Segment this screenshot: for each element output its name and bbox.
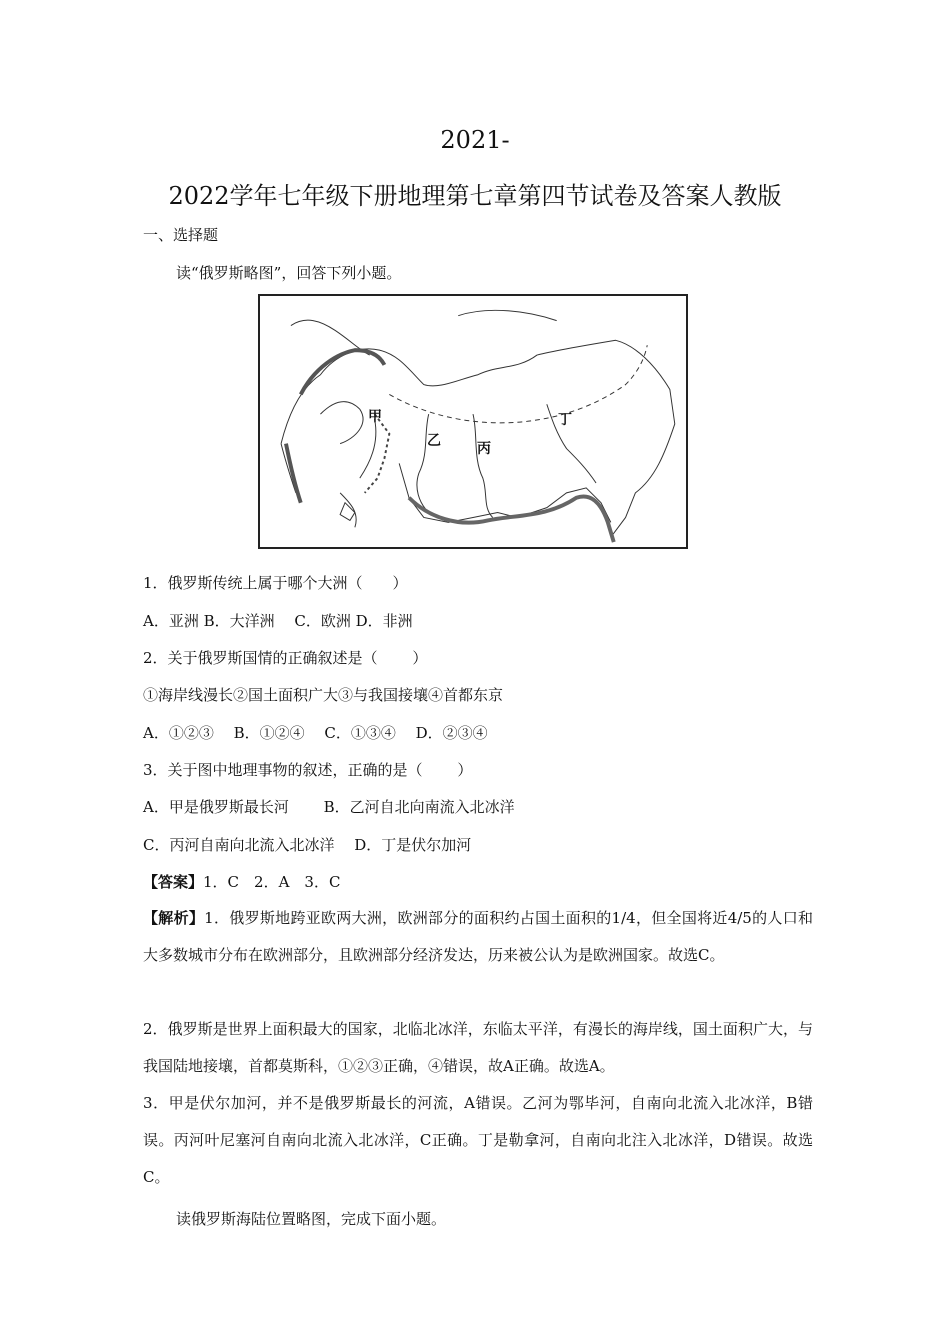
title-line-2: 2022学年七年级下册地理第七章第四节试卷及答案人教版 — [168, 182, 782, 210]
map-label-ding: 丁 — [558, 412, 572, 428]
russia-map-drawing — [260, 296, 686, 547]
q3-stem: 3．关于图中地理事物的叙述，正确的是（ ） — [143, 761, 473, 779]
map-label-bing: 丙 — [477, 441, 491, 457]
analysis-2: 2．俄罗斯是世界上面积最大的国家，北临北冰洋，东临太平洋，有漫长的海岸线，国土面积广大，与我国陆地接壤，首都莫斯科，①②③正确，④错误，故A正确。故选A。 — [143, 1020, 813, 1075]
map-label-jia: 甲 — [368, 409, 382, 425]
title-line-1: 2021- — [440, 126, 510, 154]
map-label-yi: 乙 — [427, 433, 441, 449]
analysis-1-text: 1．俄罗斯地跨亚欧两大洲，欧洲部分的面积约占国土面积的1/4，但全国将近4/5的人口和大多数城市分布在欧洲部分，且欧洲部分经济发达，历来被公认为是欧洲国家。故选C。 — [143, 909, 813, 964]
answer-line — [143, 871, 340, 892]
q2-stem: 2．关于俄罗斯国情的正确叙述是（ ） — [143, 649, 428, 667]
q3-options-ab: A．甲是俄罗斯最长河 B．乙河自北向南流入北冰洋 — [143, 798, 515, 816]
answer-tag: 【答案】 — [143, 873, 204, 891]
section-heading: 一、选择题 — [143, 226, 219, 244]
intro-text: 读“俄罗斯略图”，回答下列小题。 — [176, 264, 402, 282]
analysis-1 — [143, 900, 813, 974]
q2-options: A．①②③ B．①②④ C．①③④ D．②③④ — [143, 724, 488, 742]
answer-text: 1．C 2．A 3．C — [203, 873, 341, 891]
russia-map — [258, 294, 688, 549]
q1-options: A．亚洲 B．大洋洲 C．欧洲 D．非洲 — [143, 612, 413, 630]
analysis-3: 3．甲是伏尔加河，并不是俄罗斯最长的河流，A错误。乙河为鄂毕河，自南向北流入北冰洋，B错误。丙河叶尼塞河自南向北流入北冰洋，C正确。丁是勒拿河，自南向北注入北冰洋，D错误。故选C。 — [143, 1094, 813, 1186]
q1-stem: 1．俄罗斯传统上属于哪个大洲（ ） — [143, 574, 408, 592]
q2-items: ①海岸线漫长②国土面积广大③与我国接壤④首都东京 — [143, 686, 504, 704]
analysis-tag: 【解析】 — [143, 909, 205, 927]
intro-text-2: 读俄罗斯海陆位置略图，完成下面小题。 — [176, 1210, 447, 1228]
q3-options-cd: C．丙河自南向北流入北冰洋 D．丁是伏尔加河 — [143, 836, 472, 854]
